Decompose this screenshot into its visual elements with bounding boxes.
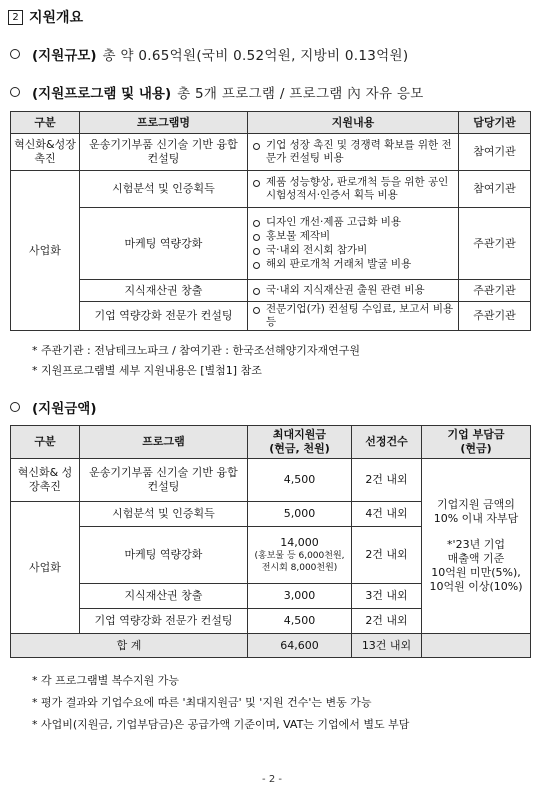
table-row — [11, 134, 531, 171]
category-cell — [11, 459, 80, 502]
circle-bullet-icon — [10, 402, 20, 412]
table-row — [11, 459, 531, 502]
support-content-cell — [248, 208, 459, 280]
table-header: 프로그램 — [80, 426, 248, 459]
support-amount-label: (지원금액) — [32, 401, 97, 417]
section-title — [8, 8, 83, 26]
burden-line: *'23년 기업 — [447, 538, 505, 551]
table-row — [11, 302, 531, 331]
support-content-cell — [248, 302, 459, 331]
burden-line: 10억원 미만(5%), — [431, 566, 521, 579]
amount-table — [10, 425, 531, 658]
note-line: * 주관기관 : 전남테크노파크 / 참여기관 : 한국조선해양기자재연구원 — [32, 344, 360, 357]
circle-bullet-icon — [253, 143, 260, 150]
header-line: (현금, 천원) — [269, 442, 330, 455]
program-name-cell: 시험분석 및 인증획득 — [80, 171, 248, 208]
circle-bullet-icon — [253, 248, 260, 255]
count-cell: 3건 내외 — [352, 584, 422, 609]
support-item: 디자인 개선·제품 고급화 비용 — [266, 216, 402, 228]
table-header — [422, 426, 531, 459]
count-cell: 2건 내외 — [352, 527, 422, 584]
category-cell: 혁신화&성장촉진 — [11, 134, 80, 171]
support-programs-line — [10, 82, 424, 102]
note-line: * 지원프로그램별 세부 지원내용은 [별첨1] 참조 — [32, 364, 262, 377]
total-row — [11, 634, 531, 658]
circle-bullet-icon — [253, 220, 260, 227]
max-amount-value: 14,000 — [280, 536, 319, 549]
support-scale-label: (지원규모) — [32, 48, 97, 64]
org-cell: 참여기관 — [459, 171, 531, 208]
support-item: 전문기업(가) 컨설팅 수임료, 보고서 비용 등 — [266, 303, 454, 328]
note-line: * 평가 결과와 기업수요에 따른 '최대지원금' 및 '지원 건수'는 변동 가능 — [32, 696, 372, 709]
support-item: 국·내외 전시회 참가비 — [266, 244, 368, 256]
table-row — [11, 280, 531, 302]
table-header: 프로그램명 — [80, 112, 248, 134]
max-amount-cell: 4,500 — [248, 609, 352, 634]
max-amount-detail: (홍보물 등 6,000천원, 전시회 8,000천원) — [254, 551, 345, 573]
table-header: 지원내용 — [248, 112, 459, 134]
table-header: 구분 — [11, 426, 80, 459]
org-cell: 주관기관 — [459, 208, 531, 280]
circle-bullet-icon — [253, 262, 260, 269]
category-text: 혁신화& 성장촉진 — [17, 466, 73, 493]
support-content-cell — [248, 171, 459, 208]
max-amount-cell: 4,500 — [248, 459, 352, 502]
support-amount-line — [10, 397, 103, 417]
support-item: 제품 성능향상, 판로개척 등을 위한 공인 시험성적서·인증서 획득 비용 — [266, 176, 449, 201]
table-header: 구분 — [11, 112, 80, 134]
program-cell: 운송기기부품 신기술 기반 융합 컨설팅 — [80, 459, 248, 502]
count-cell: 2건 내외 — [352, 609, 422, 634]
support-content-cell — [248, 280, 459, 302]
header-line: 최대지원금 — [272, 428, 327, 441]
burden-line: 10억원 이상(10%) — [429, 580, 523, 593]
burden-line: 매출액 기준 — [447, 552, 505, 565]
section-number: 2 — [8, 10, 23, 25]
table-header: 선정건수 — [352, 426, 422, 459]
circle-bullet-icon — [253, 288, 260, 295]
max-amount-cell: 5,000 — [248, 502, 352, 527]
header-line: 기업 부담금 — [447, 428, 505, 441]
org-cell: 주관기관 — [459, 302, 531, 331]
category-cell: 사업화 — [11, 171, 80, 331]
max-amount-cell — [248, 527, 352, 584]
circle-bullet-icon — [253, 307, 260, 314]
program-name-cell: 마케팅 역량강화 — [80, 208, 248, 280]
circle-bullet-icon — [10, 49, 20, 59]
support-item: 국·내외 지식재산권 출원 관련 비용 — [266, 284, 425, 296]
table-header: 담당기관 — [459, 112, 531, 134]
program-cell: 마케팅 역량강화 — [80, 527, 248, 584]
burden-line: 기업지원 금액의 — [437, 498, 515, 511]
program-cell: 기업 역량강화 전문가 컨설팅 — [80, 609, 248, 634]
count-cell: 4건 내외 — [352, 502, 422, 527]
table-header — [248, 426, 352, 459]
program-name-cell: 운송기기부품 신기술 기반 융합 컨설팅 — [80, 134, 248, 171]
org-cell: 참여기관 — [459, 134, 531, 171]
table-row — [11, 208, 531, 280]
support-scale-text: 총 약 0.65억원(국비 0.52억원, 지방비 0.13억원) — [102, 48, 409, 64]
program-cell: 시험분석 및 인증획득 — [80, 502, 248, 527]
circle-bullet-icon — [253, 180, 260, 187]
program-table — [10, 111, 531, 331]
support-content-cell — [248, 134, 459, 171]
total-count-cell: 13건 내외 — [352, 634, 422, 658]
total-max-cell: 64,600 — [248, 634, 352, 658]
header-line: (현금) — [460, 442, 492, 455]
category-cell: 사업화 — [11, 502, 80, 634]
total-label-cell: 합 계 — [11, 634, 248, 658]
note-line: * 각 프로그램별 복수지원 가능 — [32, 674, 179, 687]
count-cell: 2건 내외 — [352, 459, 422, 502]
program-name-cell: 지식재산권 창출 — [80, 280, 248, 302]
support-scale-line — [10, 44, 408, 64]
support-item: 홍보물 제작비 — [266, 230, 331, 242]
note-line: * 사업비(지원금, 기업부담금)은 공급가액 기준이며, VAT는 기업에서 별도 부담 — [32, 718, 410, 731]
burden-line — [425, 526, 527, 538]
circle-bullet-icon — [253, 234, 260, 241]
burden-cell — [422, 459, 531, 634]
burden-line: 10% 이내 자부담 — [433, 512, 519, 525]
org-cell: 주관기관 — [459, 280, 531, 302]
support-programs-text: 총 5개 프로그램 / 프로그램 內 자유 응모 — [177, 86, 424, 102]
program-cell: 지식재산권 창출 — [80, 584, 248, 609]
total-burden-cell — [422, 634, 531, 658]
support-programs-label: (지원프로그램 및 내용) — [32, 86, 172, 102]
program-name-cell: 기업 역량강화 전문가 컨설팅 — [80, 302, 248, 331]
support-item: 해외 판로개척 거래처 발굴 비용 — [266, 258, 412, 270]
max-amount-cell: 3,000 — [248, 584, 352, 609]
page-number: - 2 - — [262, 774, 282, 785]
section-title-text: 지원개요 — [29, 10, 84, 26]
support-item: 기업 성장 촉진 및 경쟁력 확보를 위한 전문가 컨설팅 비용 — [266, 139, 452, 164]
table-row — [11, 171, 531, 208]
circle-bullet-icon — [10, 87, 20, 97]
